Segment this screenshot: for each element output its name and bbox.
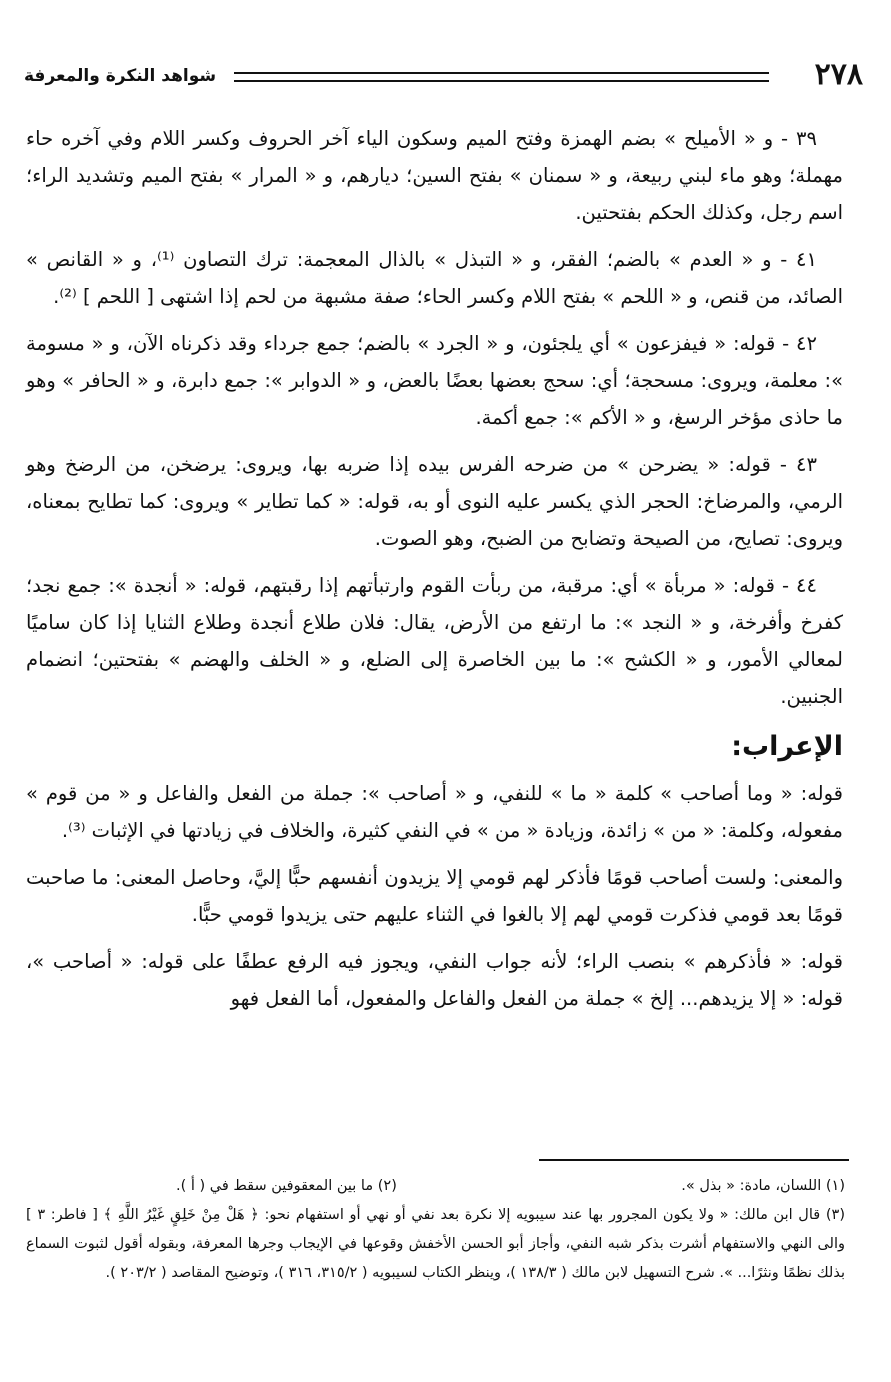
meaning-paragraph: والمعنى: ولست أصاحب قومًا فأذكر لهم قومي إلا يزيدون أنفسهم حبًّا إليَّ، وحاصل المعنى: ما صاحبت قومًا بعد قومي فذكرت قومي لهم إلا بالغوا في الثناء عليهم حتى يزيدوا قومي حبًّا. xyxy=(26,866,843,926)
footnote-1: (١) اللسان، مادة: « بذل ». xyxy=(681,1178,845,1194)
paragraph-41: ٤١ - و « العدم » بالضم؛ الفقر، و « التبذل » بالذال المعجمة: ترك التصاون ⁽¹⁾، و « القانص » الصائد، من قنص، و « اللحم » بفتح اللام وكسر الحاء؛ صفة مشبهة من لحم إذا اشتهى [ اللحم ] ⁽²⁾. xyxy=(26,248,843,308)
paragraph-39: ٣٩ - و « الأميلح » بضم الهمزة وفتح الميم وسكون الياء آخر الحروف وكسر اللام وفي آخره حاء مهملة؛ وهو ماء لبني ربيعة، و « سمنان » بفتح السين؛ ديارهم، و « المرار » بفتح الميم وتشديد الراء؛ اسم رجل، وكذلك الحكم بفتحتين. xyxy=(26,127,843,224)
footnotes-row-1 xyxy=(26,1172,845,1201)
footnote-2: (٢) ما بين المعقوفين سقط في ( أ ). xyxy=(176,1178,397,1194)
irab-paragraph-1: قوله: « وما أصاحب » كلمة « ما » للنفي، و « أصاحب »: جملة من الفعل والفاعل و « من قوم » مفعوله، وكلمة: « من » زائدة، وزيادة « من » في النفي كثيرة، والخلاف في زيادتها في الإثبات ⁽³⁾. xyxy=(26,782,843,842)
footnote-3: (٣) قال ابن مالك: « ولا يكون المجرور بها عند سيبويه إلا نكرة بعد نفي أو نهي أو استفهام نحو: ﴿ هَلْ مِنْ خَلِقٍ غَيْرُ اللَّهِ ﴾ [ فاطر: ٣ ] والى النهي والاستفهام أشرت بذكر شبه النفي، وأجاز أبو الحسن الأخفش وقوعها في الإيجاب وجرها المعرفة، وبقوله أقول لثبوت السماع بذلك نظمًا ونثرًا... ». شرح التسهيل لابن مالك ( ١٣٨/٣ )، وينظر الكتاب لسيبويه ( ٣١٥/٢، ٣١٦ )، وتوضيح المقاصد ( ٢٠٣/٢ ). xyxy=(26,1207,845,1281)
page-number: ٢٧٨ xyxy=(814,57,863,92)
header-double-rule xyxy=(234,72,769,82)
irab-heading: الإعراب: xyxy=(731,731,843,762)
footnote-separator xyxy=(539,1159,849,1161)
paragraph-44: ٤٤ - قوله: « مربأة » أي: مرقبة، من ربأت القوم وارتبأتهم إذا رقبتهم، قوله: « أنجدة »: جمع نجد؛ كفرخ وأفرخة، و « النجد »: ما ارتفع من الأرض، يقال: فلان طلاع أنجدة وطلاع الثنايا إذا كان ساميًا لمعالي الأمور، و « الكشح »: ما بين الخاصرة إلى الضلع، و « الخلف والهضم » بفتحتين؛ انضمام الجنبين. xyxy=(26,574,843,708)
paragraph-42: ٤٢ - قوله: « فيفزعون » أي يلجئون، و « الجرد » بالضم؛ جمع جرداء وقد ذكرناه الآن، و « مسومة »: معلمة، ويروى: مسحجة؛ أي: سحج بعضها بعضًا بالعض، و « الدوابر »: جمع دابرة، و « الحافر » وهو ما حاذى مؤخر الرسغ، و « الأكم »: جمع أكمة. xyxy=(26,332,843,429)
irab-paragraph-3: قوله: « فأذكرهم » بنصب الراء؛ لأنه جواب النفي، ويجوز فيه الرفع عطفًا على قوله: « أصاحب »، قوله: « إلا يزيدهم... إلخ » جملة من الفعل والفاعل والمفعول، أما الفعل فهو xyxy=(26,950,843,1010)
page-header xyxy=(22,58,869,94)
footnotes xyxy=(26,1172,845,1288)
running-title: شواهد النكرة والمعرفة xyxy=(24,66,217,86)
paragraph-43: ٤٣ - قوله: « يضرحن » من ضرحه الفرس بيده إذا ضربه بها، ويروى: يرضخن، من الرضخ وهو الرمي، والمرضاخ: الحجر الذي يكسر عليه النوى أو به، قوله: « كما تطاير » ويروى: كما تطايح بمعناه، ويروى: تصايح، من الصيحة وتضابح من الضبح، وهو الصوت. xyxy=(26,453,843,550)
main-text xyxy=(26,120,843,1027)
